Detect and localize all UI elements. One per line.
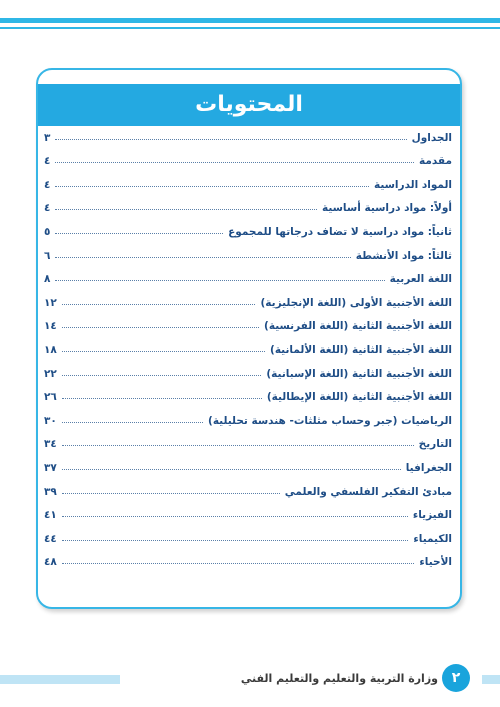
toc-entry-page: ٦ — [44, 249, 51, 262]
toc-dot-leader — [55, 280, 384, 281]
top-decorative-line — [0, 27, 500, 29]
toc-entry-page: ٣ — [44, 131, 51, 144]
toc-entry-title: مقدمة — [419, 155, 452, 168]
toc-frame — [36, 68, 462, 609]
toc-dot-leader — [55, 233, 223, 234]
toc-entry-page: ٥ — [44, 225, 51, 238]
toc-entry-title: المواد الدراسية — [373, 178, 452, 191]
toc-entry[interactable] — [44, 262, 452, 286]
toc-title: المحتويات — [38, 84, 460, 126]
toc-entry[interactable] — [44, 309, 452, 333]
toc-dot-leader — [55, 186, 369, 187]
toc-entry[interactable] — [44, 238, 452, 262]
toc-list — [44, 120, 452, 568]
toc-entry-page: ٤١ — [44, 509, 57, 522]
toc-entry-page: ٤ — [44, 178, 51, 191]
toc-entry-title: مبادئ التفكير الفلسفي والعلمي — [284, 485, 452, 498]
toc-dot-leader — [62, 327, 259, 328]
toc-entry-page: ١٨ — [44, 343, 57, 356]
toc-entry-title: الفيزياء — [412, 509, 452, 522]
toc-entry-title: اللغة الأجنبية الثانية (اللغة الإيطالية) — [266, 391, 452, 404]
toc-entry-page: ٤٨ — [44, 556, 57, 569]
toc-entry-page: ١٤ — [44, 320, 57, 333]
toc-entry[interactable] — [44, 120, 452, 144]
toc-dot-leader — [62, 540, 409, 541]
top-decorative-bar — [0, 18, 500, 23]
toc-entry-title: الكيمياء — [413, 532, 452, 545]
toc-entry-title: اللغة العربية — [389, 273, 452, 286]
toc-dot-leader — [62, 493, 280, 494]
toc-entry-page: ٣٧ — [44, 461, 57, 474]
toc-entry-title: الجداول — [411, 131, 452, 144]
toc-dot-leader — [62, 398, 262, 399]
toc-entry-title: الرياضيات (جبر وحساب مثلثات- هندسة تحليلية) — [208, 414, 452, 427]
toc-entry-page: ٢٢ — [44, 367, 57, 380]
toc-entry[interactable] — [44, 285, 452, 309]
toc-entry-title: أولاً: مواد دراسية أساسية — [321, 202, 452, 215]
toc-dot-leader — [62, 422, 203, 423]
toc-entry-page: ٤ — [44, 155, 51, 168]
toc-entry-title: ثالثاً: مواد الأنشطة — [355, 249, 452, 262]
toc-entry-page: ٨ — [44, 273, 51, 286]
toc-dot-leader — [62, 563, 415, 564]
toc-entry-title: التاريخ — [418, 438, 452, 451]
toc-entry-page: ١٢ — [44, 296, 57, 309]
toc-entry[interactable] — [44, 332, 452, 356]
page-number-badge: ٢ — [442, 664, 470, 692]
toc-dot-leader — [55, 162, 414, 163]
toc-dot-leader — [62, 375, 262, 376]
toc-entry[interactable] — [44, 380, 452, 404]
toc-entry-page: ٤٤ — [44, 532, 57, 545]
toc-entry[interactable] — [44, 167, 452, 191]
toc-entry-page: ٢٦ — [44, 391, 57, 404]
toc-entry-title: اللغة الأجنبية الثانية (اللغة الألمانية) — [270, 343, 452, 356]
toc-entry-title: اللغة الأجنبية الثانية (اللغة الفرنسية) — [264, 320, 452, 333]
toc-entry-title: اللغة الأجنبية الأولى (اللغة الإنجليزية) — [260, 296, 452, 309]
toc-entry[interactable] — [44, 403, 452, 427]
toc-entry[interactable] — [44, 545, 452, 569]
toc-entry-page: ٣٩ — [44, 485, 57, 498]
toc-dot-leader — [62, 469, 401, 470]
toc-dot-leader — [62, 351, 265, 352]
toc-entry-page: ٣٠ — [44, 414, 57, 427]
toc-entry[interactable] — [44, 427, 452, 451]
toc-entry-page: ٤ — [44, 202, 51, 215]
footer-ministry-name: وزارة التربية والتعليم والتعليم الفني — [240, 672, 438, 685]
toc-entry[interactable] — [44, 498, 452, 522]
toc-entry[interactable] — [44, 214, 452, 238]
toc-entry[interactable] — [44, 144, 452, 168]
toc-entry-title: الأحياء — [419, 556, 452, 569]
toc-dot-leader — [62, 304, 256, 305]
toc-entry-title: اللغة الأجنبية الثانية (اللغة الإسبانية) — [266, 367, 452, 380]
footer-decorative-bar-left — [0, 675, 120, 684]
toc-dot-leader — [55, 209, 317, 210]
toc-dot-leader — [62, 445, 414, 446]
footer-decorative-bar-right — [482, 675, 500, 684]
toc-entry[interactable] — [44, 474, 452, 498]
toc-entry-title: ثانياً: مواد دراسية لا تضاف درجاتها للمجموع — [228, 225, 452, 238]
toc-entry[interactable] — [44, 191, 452, 215]
toc-entry-title: الجغرافيا — [405, 461, 452, 474]
toc-entry[interactable] — [44, 356, 452, 380]
toc-entry-page: ٣٤ — [44, 438, 57, 451]
toc-entry[interactable] — [44, 521, 452, 545]
toc-dot-leader — [55, 139, 406, 140]
toc-dot-leader — [55, 257, 350, 258]
toc-entry[interactable] — [44, 450, 452, 474]
toc-dot-leader — [62, 516, 408, 517]
